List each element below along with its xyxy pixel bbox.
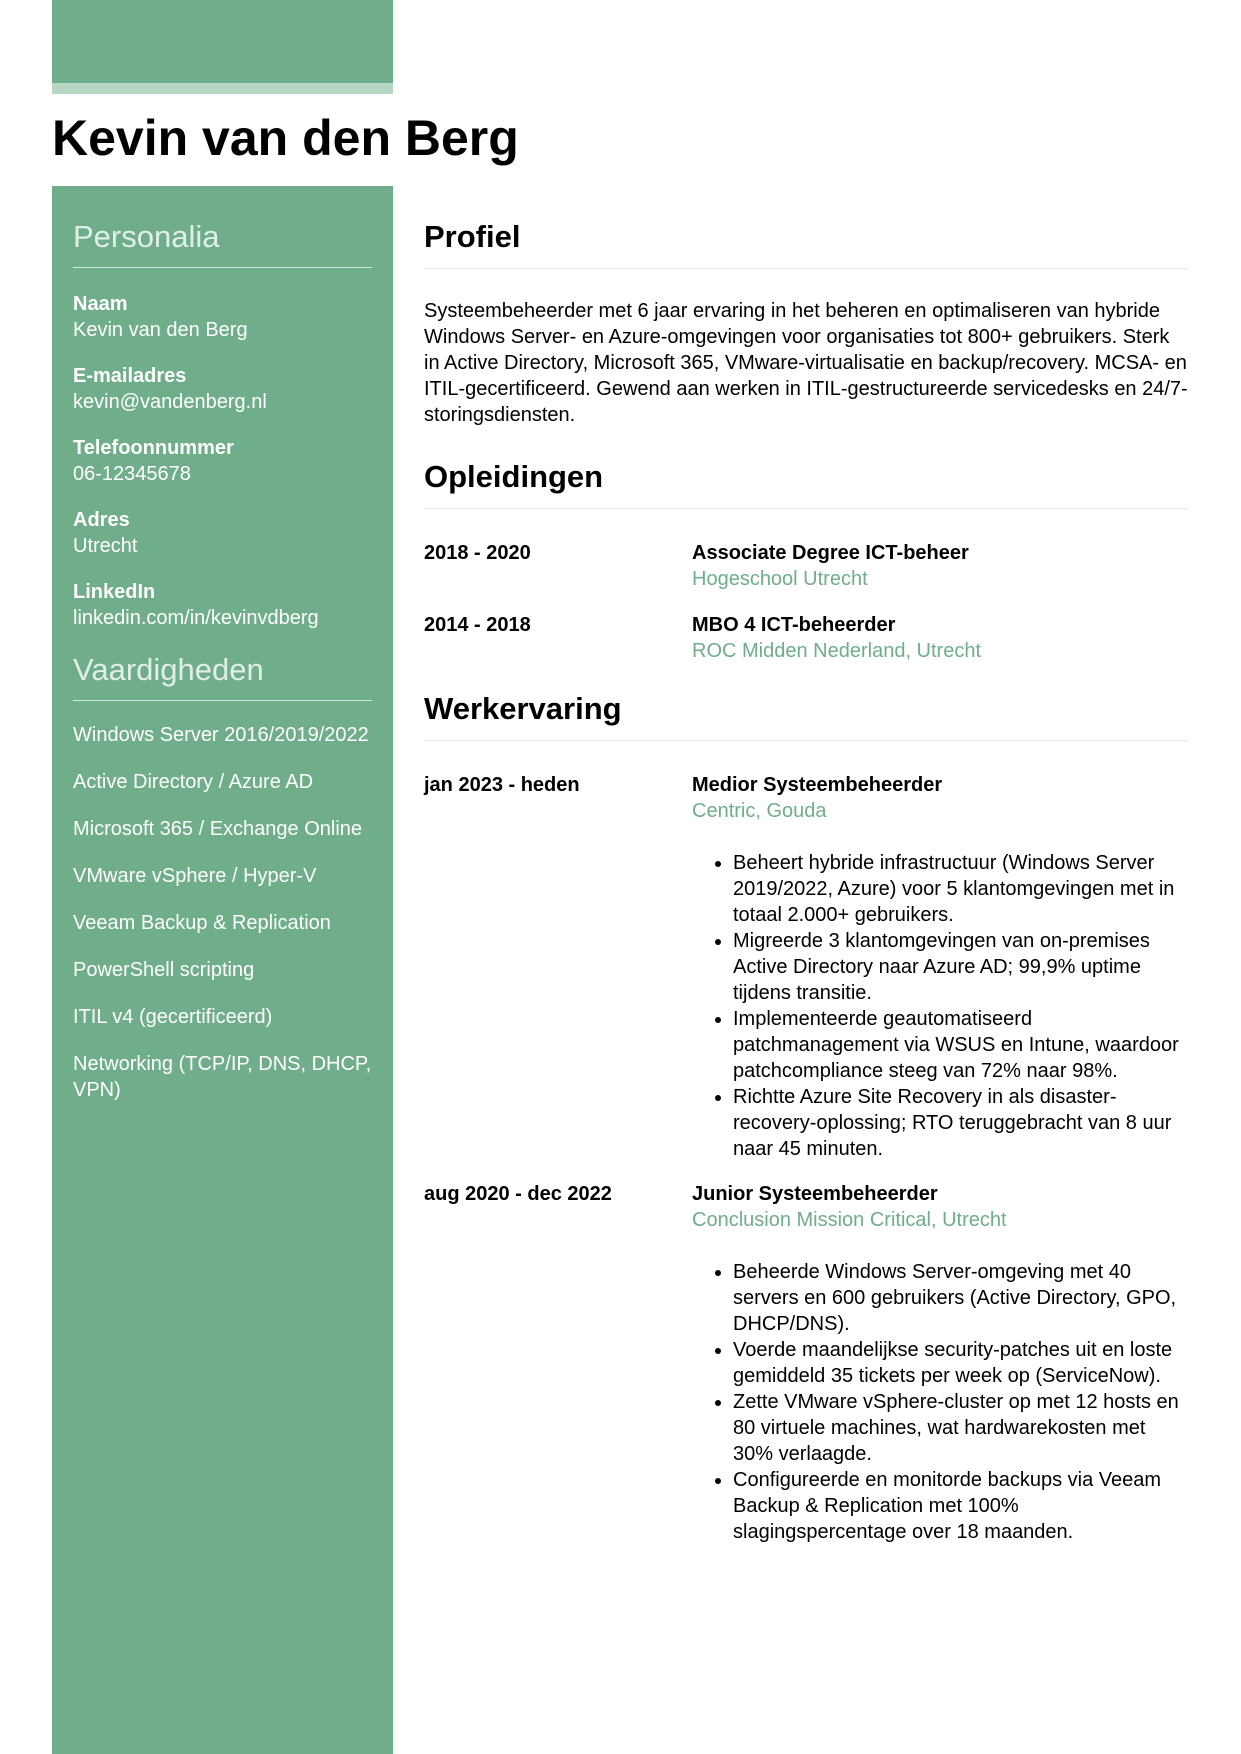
personal-item-email xyxy=(73,363,372,415)
profile-section xyxy=(424,218,1188,428)
work-title: Medior Systeembeheerder xyxy=(692,774,943,796)
work-date: aug 2020 - dec 2022 xyxy=(424,1183,612,1205)
header-accent-block xyxy=(52,0,393,83)
skill-item: Networking (TCP/IP, DNS, DHCP, VPN) xyxy=(73,1053,372,1101)
work-section xyxy=(424,690,1188,1545)
personal-label: LinkedIn xyxy=(73,581,156,603)
education-date: 2018 - 2020 xyxy=(424,542,531,564)
work-bullets xyxy=(692,850,1188,1162)
skills-list xyxy=(73,722,372,1103)
personal-item-name xyxy=(73,291,372,343)
skill-item: VMware vSphere / Hyper-V xyxy=(73,865,317,887)
candidate-name: Kevin van den Berg xyxy=(52,110,519,166)
work-entry xyxy=(424,772,1188,1162)
work-bullet: • Beheert hybride infrastructuur (Windows Server 2019/2022, Azure) voor 5 klantomgevingen met in totaal 2.000+ gebruikers. xyxy=(733,850,1188,928)
work-body xyxy=(692,1181,1188,1545)
education-institution: Hogeschool Utrecht xyxy=(692,568,868,590)
skill-item: Active Directory / Azure AD xyxy=(73,771,314,793)
skills-heading: Vaardigheden xyxy=(73,651,372,701)
education-entry xyxy=(424,540,1188,592)
work-bullet: • Zette VMware vSphere-cluster op met 12 hosts en 80 virtuele machines, wat hardwarekosten met 30% verlaagde. xyxy=(733,1389,1188,1467)
work-bullets xyxy=(692,1259,1188,1545)
work-bullet: • Beheerde Windows Server-omgeving met 40 servers en 600 gebruikers (Active Directory, GPO, DHCP/DNS). xyxy=(733,1259,1188,1337)
personal-item-address xyxy=(73,507,372,559)
work-body xyxy=(692,772,1188,1162)
work-bullet: • Implementeerde geautomatiseerd patchmanagement via WSUS en Intune, waardoor patchcompliance steeg van 72% naar 98%. xyxy=(733,1006,1188,1084)
education-title: MBO 4 ICT-beheerder xyxy=(692,614,896,636)
skill-item: Windows Server 2016/2019/2022 xyxy=(73,724,369,746)
personal-item-phone xyxy=(73,435,372,487)
work-title: Junior Systeembeheerder xyxy=(692,1183,938,1205)
work-bullet: • Migreerde 3 klantomgevingen van on-premises Active Directory naar Azure AD; 99,9% uptime tijdens transitie. xyxy=(733,928,1188,1006)
work-heading: Werkervaring xyxy=(424,690,1188,741)
personal-info xyxy=(73,291,372,631)
education-body xyxy=(692,540,1188,592)
personal-label: E-mailadres xyxy=(73,365,187,387)
education-entry xyxy=(424,612,1188,664)
sidebar xyxy=(52,186,393,1754)
personal-value: kevin@vandenberg.nl xyxy=(73,391,267,413)
personal-value: 06-12345678 xyxy=(73,463,191,485)
personal-label: Adres xyxy=(73,509,130,531)
personal-label: Naam xyxy=(73,293,128,315)
work-bullet: • Richtte Azure Site Recovery in als disaster-recovery-oplossing; RTO teruggebracht van 8 uur naar 45 minuten. xyxy=(733,1084,1188,1162)
work-employer: Centric, Gouda xyxy=(692,800,827,822)
personal-value: Utrecht xyxy=(73,535,138,557)
work-employer: Conclusion Mission Critical, Utrecht xyxy=(692,1209,1007,1231)
header-accent-stripe xyxy=(52,83,393,94)
skill-item: Veeam Backup & Replication xyxy=(73,912,331,934)
education-institution: ROC Midden Nederland, Utrecht xyxy=(692,640,982,662)
education-body xyxy=(692,612,1188,664)
personal-value: Kevin van den Berg xyxy=(73,319,248,341)
work-bullet: • Configureerde en monitorde backups via Veeam Backup & Replication met 100% slagingspercentage over 18 maanden. xyxy=(733,1467,1188,1545)
work-entry xyxy=(424,1181,1188,1545)
skill-item: ITIL v4 (gecertificeerd) xyxy=(73,1006,273,1028)
work-date: jan 2023 - heden xyxy=(424,774,580,796)
education-heading: Opleidingen xyxy=(424,458,1188,509)
personalia-heading: Personalia xyxy=(73,218,372,268)
education-title: Associate Degree ICT-beheer xyxy=(692,542,969,564)
skill-item: Microsoft 365 / Exchange Online xyxy=(73,818,363,840)
main-content xyxy=(424,186,1188,1545)
work-bullet: • Voerde maandelijkse security-patches uit en loste gemiddeld 35 tickets per week op (ServiceNow). xyxy=(733,1337,1188,1389)
profile-heading: Profiel xyxy=(424,218,1188,269)
education-section xyxy=(424,458,1188,664)
personal-value: linkedin.com/in/kevinvdberg xyxy=(73,607,319,629)
skill-item: PowerShell scripting xyxy=(73,959,255,981)
personal-label: Telefoonnummer xyxy=(73,437,234,459)
profile-text: Systeembeheerder met 6 jaar ervaring in het beheren en optimaliseren van hybride Windows Server- en Azure-omgevingen voor organisaties tot 800+ gebruikers. Sterk in Active Directory, Microsoft 365, VMware-virtualisatie en backup/recovery. MCSA- en ITIL-gecertificeerd. Gewend aan werken in ITIL-gestructureerde servicedesks en 24/7-storingsdiensten. xyxy=(424,300,1188,426)
education-date: 2014 - 2018 xyxy=(424,614,531,636)
personal-item-linkedin xyxy=(73,579,372,631)
